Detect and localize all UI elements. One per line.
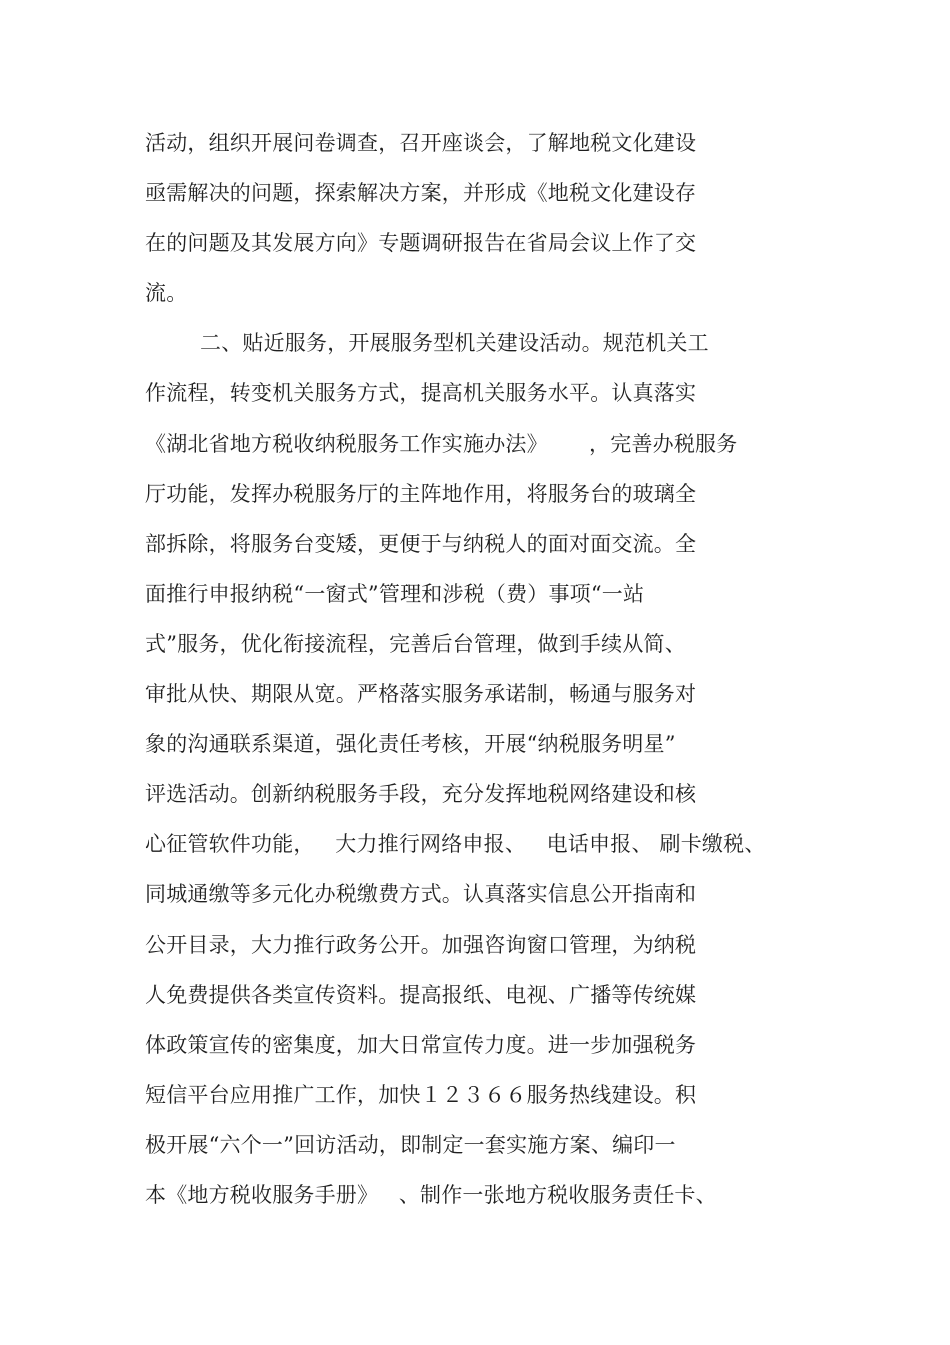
- text-line: 审批从快、期限从宽。严格落实服务承诺制，畅通与服务对: [145, 682, 697, 707]
- text-line: 评选活动。创新纳税服务手段，充分发挥地税网络建设和核: [145, 782, 697, 807]
- text-line: 面推行申报纳税“一窗式”管理和涉税（费）事项“一站: [145, 581, 645, 606]
- text-line: 在的问题及其发展方向》专题调研报告在省局会议上作了交: [145, 231, 697, 256]
- text-line: 人免费提供各类宣传资料。提高报纸、电视、广播等传统媒: [145, 982, 697, 1007]
- text-line: 极开展“六个一”回访活动，即制定一套实施方案、编印一: [145, 1132, 676, 1157]
- text-line: 二、贴近服务，开展服务型机关建设活动。规范机关工: [145, 331, 709, 356]
- text-line: 流。: [145, 281, 188, 306]
- text-line: 式”服务，优化衔接流程，完善后台管理，做到手续从简、: [145, 631, 686, 656]
- text-line: 心征管软件功能， 大力推行网络申报、 电话申报、 刷卡缴税、: [145, 832, 766, 857]
- text-line: 象的沟通联系渠道，强化责任考核，开展“纳税服务明星”: [145, 732, 676, 757]
- text-line: 亟需解决的问题，探索解决方案，并形成《地税文化建设存: [145, 181, 697, 206]
- text-line: 体政策宣传的密集度，加大日常宣传力度。进一步加强税务: [145, 1032, 697, 1057]
- text-line: 同城通缴等多元化办税缴费方式。认真落实信息公开指南和: [145, 882, 697, 907]
- text-line: 活动，组织开展问卷调查，召开座谈会，了解地税文化建设: [145, 131, 697, 155]
- text-line: 厅功能，发挥办税服务厅的主阵地作用，将服务台的玻璃全: [145, 481, 697, 506]
- text-line: 短信平台应用推广工作，加快１２３６６服务热线建设。积: [145, 1082, 697, 1107]
- body-text: [145, 118, 825, 1220]
- text-line: 《湖北省地方税收纳税服务工作实施办法》 ，完善办税服务: [145, 431, 738, 456]
- text-line: 本《地方税收服务手册》 、制作一张地方税收服务责任卡、: [145, 1182, 717, 1207]
- text-line: 部拆除，将服务台变矮，更便于与纳税人的面对面交流。全: [145, 531, 697, 556]
- text-line: 作流程，转变机关服务方式，提高机关服务水平。认真落实: [145, 381, 697, 406]
- text-line: 公开目录，大力推行政务公开。加强咨询窗口管理，为纳税: [145, 932, 697, 957]
